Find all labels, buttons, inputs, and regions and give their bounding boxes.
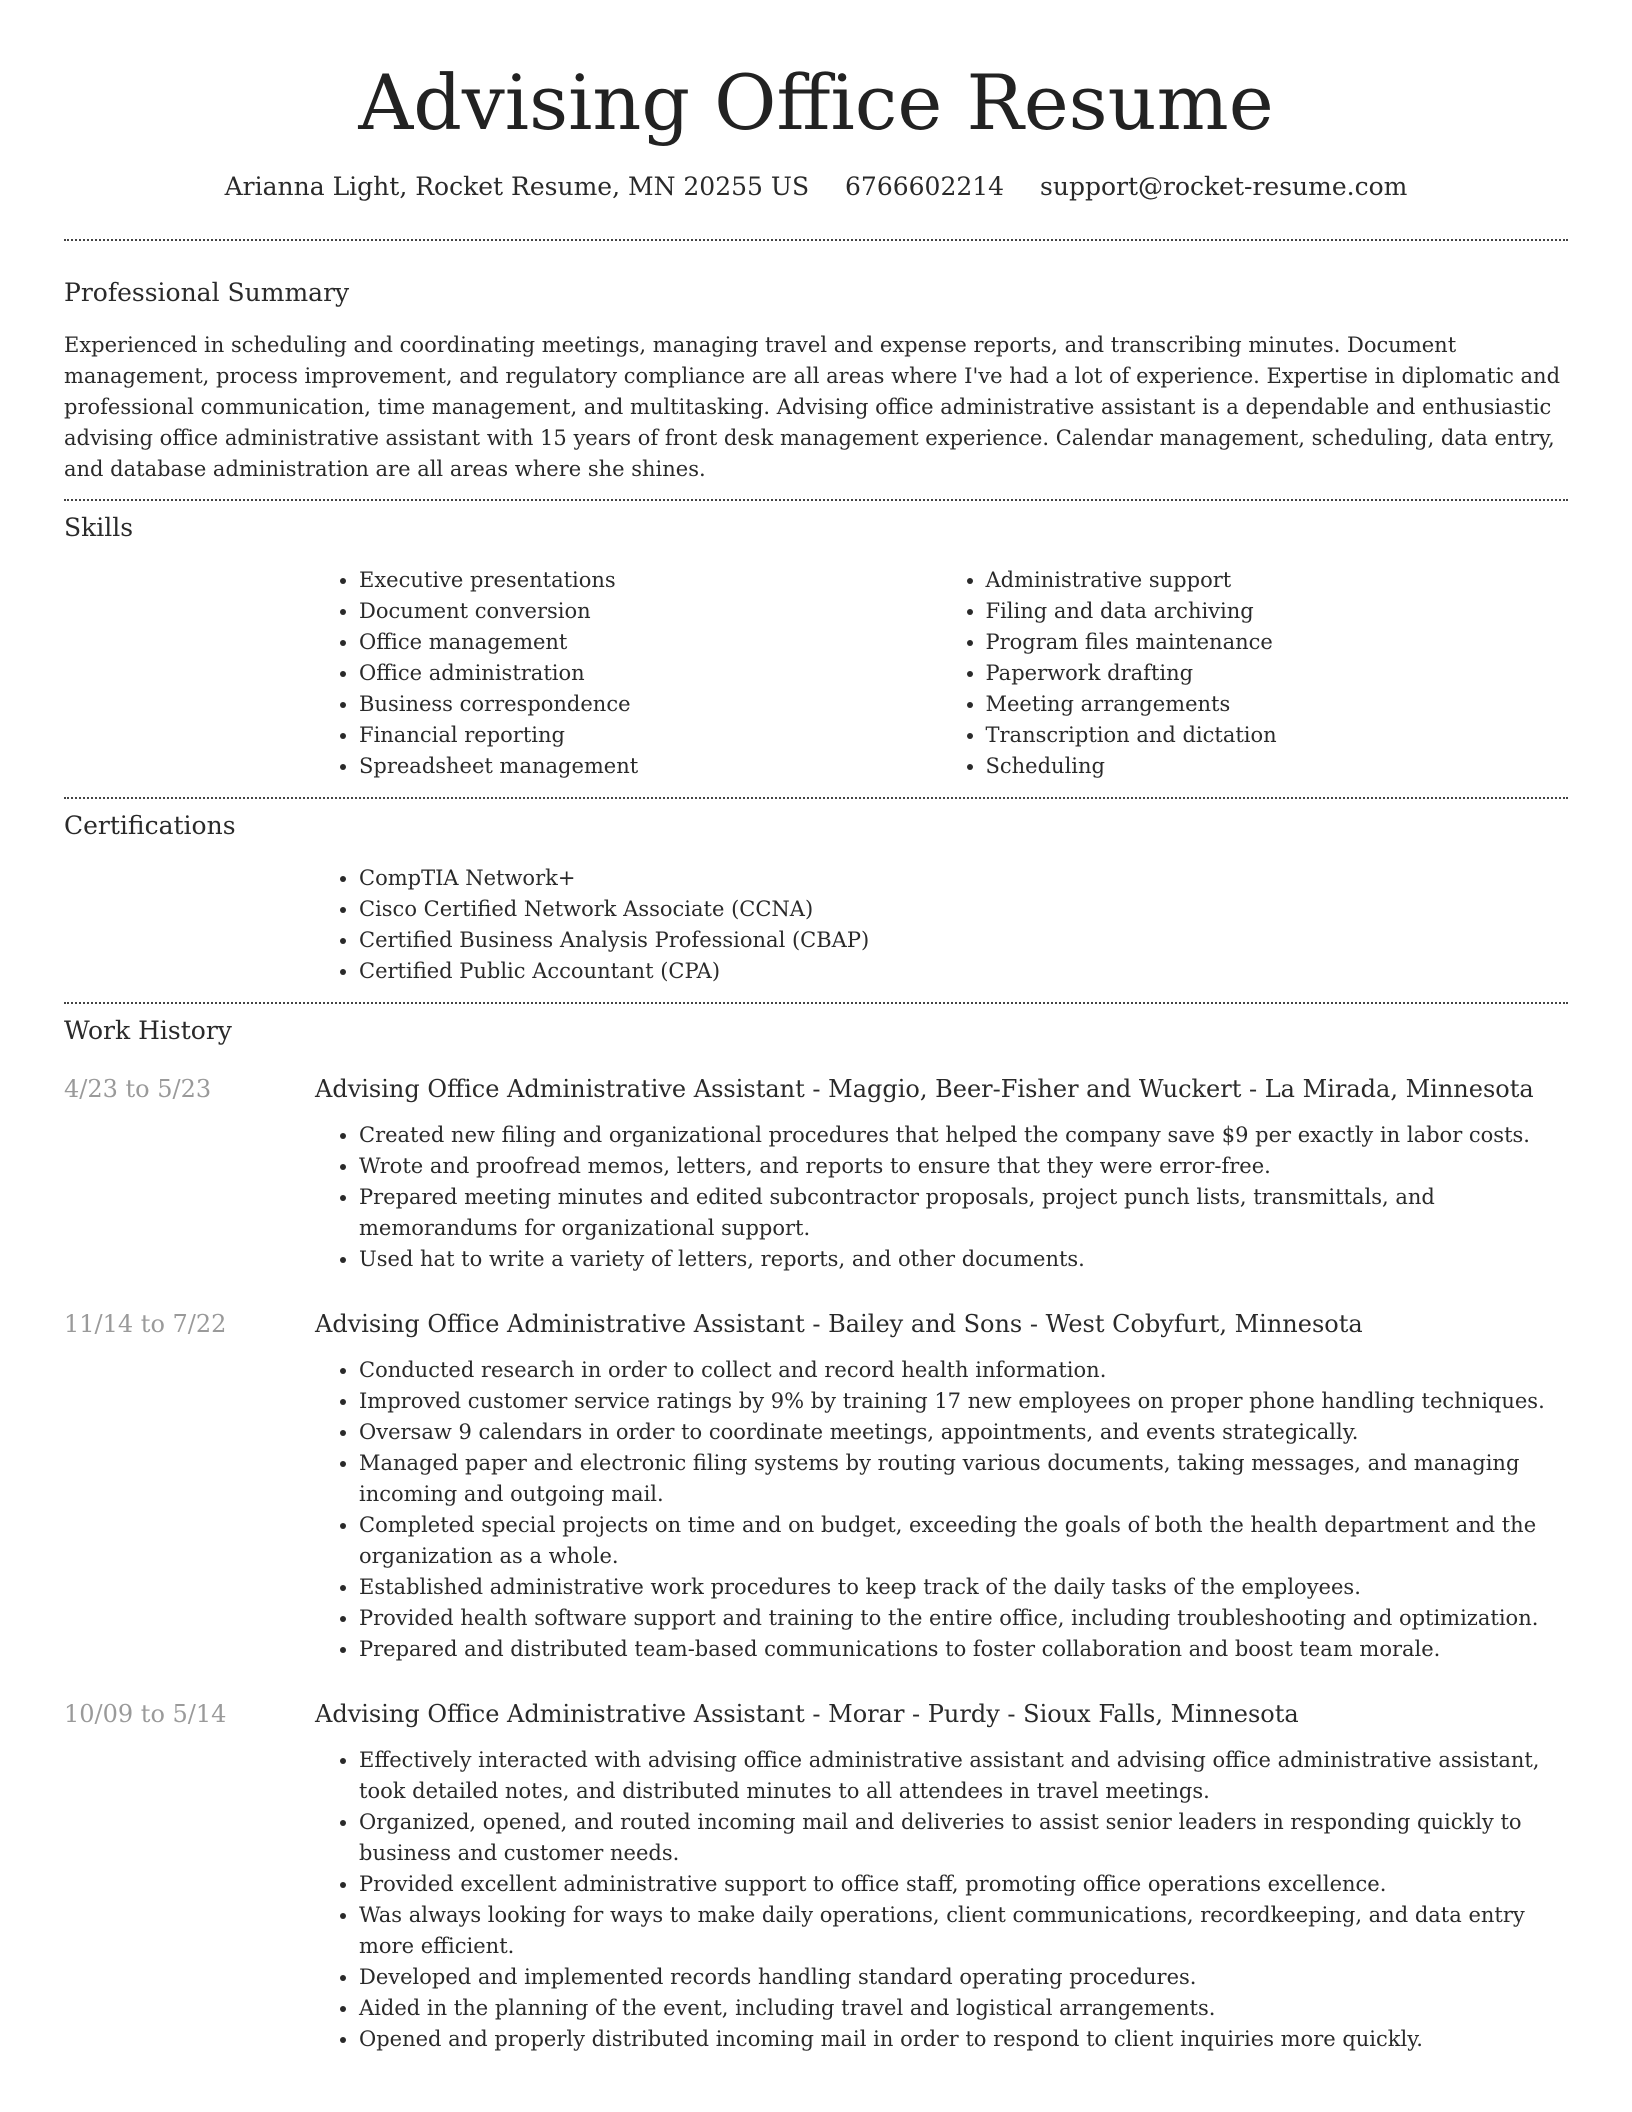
- skills-section: [64, 501, 1568, 782]
- job-header: [64, 1307, 1568, 1341]
- skill-item: • Paperwork drafting: [986, 658, 1569, 689]
- job-bullet: • Aided in the planning of the event, including travel and logistical arrangements.: [359, 1993, 1568, 2024]
- skills-grid: [315, 565, 1568, 782]
- job-bullet: • Developed and implemented records handling standard operating procedures.: [359, 1962, 1568, 1993]
- job-bullets: [315, 1745, 1568, 2055]
- job-title: Advising Office Administrative Assistant - Maggio, Beer-Fisher and Wuckert - La Mirada, Minnesota: [315, 1075, 1534, 1103]
- certifications-list: [315, 863, 1568, 987]
- job-bullets: [315, 1355, 1568, 1665]
- job-title: Advising Office Administrative Assistant - Morar - Purdy - Sioux Falls, Minnesota: [315, 1700, 1299, 1728]
- skills-list-right: [942, 565, 1569, 782]
- contact-phone: 6766602214: [845, 172, 1005, 201]
- skill-item: • Financial reporting: [359, 720, 942, 751]
- job-bullet: • Conducted research in order to collect and record health information.: [359, 1355, 1568, 1386]
- job-dates: 11/14 to 7/22: [64, 1310, 227, 1338]
- job-bullet: • Established administrative work procedures to keep track of the daily tasks of the employees.: [359, 1572, 1568, 1603]
- job-bullet: • Used hat to write a variety of letters, reports, and other documents.: [359, 1244, 1568, 1275]
- resume-title: Advising Office Resume: [358, 58, 1274, 147]
- contact-line: [64, 170, 1568, 204]
- job-header: [64, 1697, 1568, 1731]
- contact-email: support@rocket-resume.com: [1040, 172, 1408, 201]
- work-history-section: [64, 1004, 1568, 2055]
- summary-text: Experienced in scheduling and coordinating meetings, managing travel and expense reports, and transcribing minutes. Document management, process improvement, and regulatory compliance are all areas where I've had a lot of experience. Expertise in diplomatic and professional communication, time management, and multitasking. Advising office administrative assistant is a dependable and enthusiastic advising office administrative assistant with 15 years of front desk management experience. Calendar management, scheduling, data entry, and database administration are all areas where she shines.: [64, 333, 1561, 481]
- skills-list-left: [315, 565, 942, 782]
- job-dates: 4/23 to 5/23: [64, 1075, 212, 1103]
- contact-address: Arianna Light, Rocket Resume, MN 20255 US: [224, 172, 810, 201]
- job-bullet: • Completed special projects on time and on budget, exceeding the goals of both the health department and the organization as a whole.: [359, 1510, 1568, 1572]
- skill-item: • Office administration: [359, 658, 942, 689]
- skills-heading: Skills: [64, 513, 134, 542]
- skill-item: • Spreadsheet management: [359, 751, 942, 782]
- job-entry: [64, 1307, 1568, 1665]
- job-bullet: • Opened and properly distributed incoming mail in order to respond to client inquiries more quickly.: [359, 2024, 1568, 2055]
- certifications-heading: Certifications: [64, 811, 236, 840]
- job-bullet: • Provided health software support and training to the entire office, including troubleshooting and optimization.: [359, 1603, 1568, 1634]
- resume-page: [64, 0, 1568, 2055]
- skill-item: • Meeting arrangements: [986, 689, 1569, 720]
- certification-item: • Cisco Certified Network Associate (CCNA): [359, 894, 1568, 925]
- job-title: Advising Office Administrative Assistant - Bailey and Sons - West Cobyfurt, Minnesota: [315, 1310, 1363, 1338]
- certification-item: • CompTIA Network+: [359, 863, 1568, 894]
- job-bullet: • Managed paper and electronic filing systems by routing various documents, taking messages, and managing incoming and outgoing mail.: [359, 1448, 1568, 1510]
- job-bullet: • Prepared meeting minutes and edited subcontractor proposals, project punch lists, transmittals, and memorandums for organizational support.: [359, 1182, 1568, 1244]
- summary-heading: Professional Summary: [64, 278, 350, 307]
- job-entry: [64, 1072, 1568, 1275]
- job-bullet: • Created new filing and organizational procedures that helped the company save $9 per exactly in labor costs.: [359, 1120, 1568, 1151]
- work-history-heading: Work History: [64, 1016, 232, 1045]
- job-bullet: • Wrote and proofread memos, letters, and reports to ensure that they were error-free.: [359, 1151, 1568, 1182]
- job-bullet: • Was always looking for ways to make daily operations, client communications, recordkeeping, and data entry more efficient.: [359, 1900, 1568, 1962]
- skill-item: • Transcription and dictation: [986, 720, 1569, 751]
- skill-item: • Document conversion: [359, 596, 942, 627]
- certifications-section: [64, 799, 1568, 987]
- job-bullet: • Provided excellent administrative support to office staff, promoting office operations excellence.: [359, 1869, 1568, 1900]
- skill-item: • Office management: [359, 627, 942, 658]
- job-bullet: • Organized, opened, and routed incoming mail and deliveries to assist senior leaders in responding quickly to business and customer needs.: [359, 1807, 1568, 1869]
- job-dates: 10/09 to 5/14: [64, 1700, 227, 1728]
- certification-item: • Certified Business Analysis Professional (CBAP): [359, 925, 1568, 956]
- job-bullets: [315, 1120, 1568, 1275]
- skill-item: • Program files maintenance: [986, 627, 1569, 658]
- skill-item: • Scheduling: [986, 751, 1569, 782]
- jobs-list: [64, 1072, 1568, 2055]
- skill-item: • Filing and data archiving: [986, 596, 1569, 627]
- skill-item: • Administrative support: [986, 565, 1569, 596]
- job-bullet: • Effectively interacted with advising office administrative assistant and advising office administrative assistant, took detailed notes, and distributed minutes to all attendees in travel meetings.: [359, 1745, 1568, 1807]
- job-bullet: • Oversaw 9 calendars in order to coordinate meetings, appointments, and events strategically.: [359, 1417, 1568, 1448]
- job-entry: [64, 1697, 1568, 2055]
- summary-section: [64, 241, 1568, 485]
- skill-item: • Executive presentations: [359, 565, 942, 596]
- job-header: [64, 1072, 1568, 1106]
- certification-item: • Certified Public Accountant (CPA): [359, 956, 1568, 987]
- job-bullet: • Improved customer service ratings by 9% by training 17 new employees on proper phone handling techniques.: [359, 1386, 1568, 1417]
- skill-item: • Business correspondence: [359, 689, 942, 720]
- job-bullet: • Prepared and distributed team-based communications to foster collaboration and boost team morale.: [359, 1634, 1568, 1665]
